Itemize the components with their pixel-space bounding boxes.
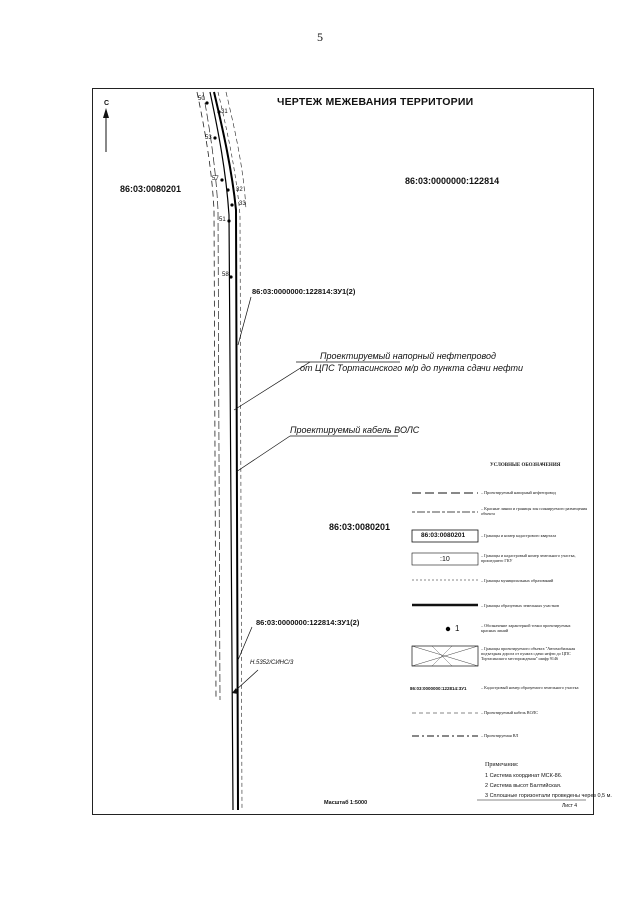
legend-sample-point: 1 [455, 624, 460, 633]
legend-item: – Границы и номер кадастрового квартала [481, 533, 557, 538]
leader-small-code [236, 670, 258, 690]
legend-item: – Границы проектируемого объекта "Автомобильная подъездная дорога от пункта сдачи нефти до ЦПС Тортасинского месторождения" шифр 9146 [481, 646, 576, 661]
legend-title: УСЛОВНЫЕ ОБОЗНАЧЕНИЯ [490, 463, 561, 468]
legend-item: – Проектируемая ВЛ [481, 733, 519, 738]
point-label: 51 [219, 217, 226, 223]
red-line-left [197, 92, 216, 700]
legend-sample-parcel: :10 [440, 556, 450, 563]
leader-cable [236, 436, 290, 472]
legend-item: – Границы и кадастровый номер земельного участка, прошедшего ГКУ [481, 553, 576, 563]
point-label: 57 [212, 176, 219, 182]
point-label: 32 [236, 187, 243, 193]
note-item: 1 Система координат МСК-86. [485, 773, 563, 779]
leader-zu-lower [238, 627, 252, 660]
legend-item: – Границы муниципальных образований [481, 578, 554, 583]
zone-boundary-left [203, 92, 220, 700]
cadastral-quarter-right: 86:03:0000000:122814 [405, 176, 500, 186]
north-arrow-icon [103, 108, 109, 152]
leader-zu-upper [238, 297, 251, 345]
point-label: 53 [205, 135, 212, 141]
page-number: 5 [317, 30, 323, 44]
point-label: 58 [222, 272, 229, 278]
parcel-number-lower: 86:03:0000000:122814:ЗУ1(2) [256, 618, 360, 627]
cadastral-quarter-left: 86:03:0080201 [120, 184, 182, 194]
pipeline-line [210, 92, 233, 810]
parcel-boundary [214, 92, 238, 810]
legend-item: – Кадастровый номер образуемого земельного участка [481, 685, 579, 690]
parcel-number-upper: 86:03:0000000:122814:ЗУ1(2) [252, 287, 356, 296]
legend-item: – Обозначение характерной точки проектируемых красных линий [481, 623, 571, 633]
pipeline-label-line2: от ЦПС Тортасинского м/р до пункта сдачи нефти [300, 363, 523, 373]
point-label: 31 [221, 109, 228, 115]
point-label: 50 [198, 96, 205, 102]
sheet-number: Лист 4 [562, 803, 578, 809]
cadastral-quarter-middle: 86:03:0080201 [329, 522, 391, 532]
note-item: 3 Сплошные горизонтали проведены через 0,5 м. [485, 793, 612, 799]
notes-heading: Примечания: [485, 762, 519, 768]
scale-label: Масштаб 1:5000 [324, 800, 368, 806]
point-label: 33 [239, 201, 246, 207]
drawing-title: ЧЕРТЕЖ МЕЖЕВАНИЯ ТЕРРИТОРИИ [277, 96, 474, 108]
legend-item: – Проектируемый напорный нефтепровод [481, 490, 556, 495]
leader-pipeline [234, 362, 310, 410]
cable-label: Проектируемый кабель ВОЛС [290, 425, 420, 435]
legend-item: – Границы образуемых земельных участков [481, 603, 559, 608]
small-code-label: Н.5352/СИНС/3 [250, 660, 294, 666]
pipeline-label-line1: Проектируемый напорный нефтепровод [320, 351, 497, 361]
legend-sample-quarter: 86:03:0080201 [421, 532, 466, 539]
legend-item: – Красные линии и границы зон планируемого размещения объекта [481, 506, 588, 516]
north-label: С [104, 100, 110, 107]
legend-item: – Проектируемый кабель ВОЛС [481, 710, 539, 715]
note-item: 2 Система высот Балтийская. [485, 783, 562, 789]
legend-sample-zu: 86:03:0000000:122814:ЗУ1 [410, 686, 467, 691]
